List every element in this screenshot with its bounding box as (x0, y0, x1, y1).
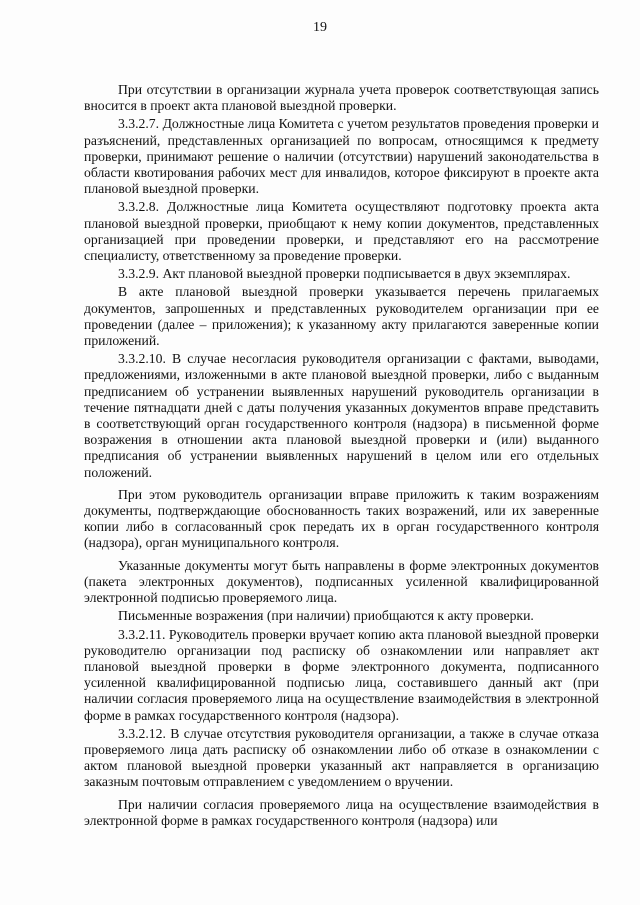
paragraph-electronic-consent: При наличии согласия проверяемого лица на осуществление взаимодействия в электронной форме в рамках государственного контроля (надзора) или (84, 796, 599, 828)
paragraph-journal-note: При отсутствии в организации журнала учета проверок соответствующая запись вносится в проект акта плановой выездной проверки. (84, 82, 599, 114)
paragraph-attachments: В акте плановой выездной проверки указывается перечень прилагаемых документов, запрошенных и представленных руководителем организации при ее проведении (далее – приложения); к указанному акту прилагаются заверенные копии приложений. (84, 284, 599, 349)
document-body (84, 82, 599, 829)
paragraph-3-3-2-7: 3.3.2.7. Должностные лица Комитета с учетом результатов проведения проверки и разъяснений, представленных организацией по вопросам, относящимся к предмету проверки, принимают решение о наличии (отсутствии) нарушений законодательства в области квотирования рабочих мест для инвалидов, которое фиксируют в проекте акта плановой выездной проверки. (84, 116, 599, 197)
paragraph-3-3-2-9: 3.3.2.9. Акт плановой выездной проверки подписывается в двух экземплярах. (118, 266, 571, 282)
paragraph-3-3-2-10: 3.3.2.10. В случае несогласия руководителя организации с фактами, выводами, предложениями, изложенными в акте плановой выездной проверки, либо с выданным предписанием об устранении выявленных нарушений руководитель организации в течение пятнадцати дней с даты получения указанных документов вправе представить в соответствующий орган государственного контроля (надзора) в письменной форме возражения в отношении акта плановой выездной проверки и (или) выданного предписания об устранении выявленных нарушений в целом или его отдельных положений. (84, 351, 599, 480)
paragraph-3-3-2-11: 3.3.2.11. Руководитель проверки вручает копию акта плановой выездной проверки руководителю организации под расписку об ознакомлении или направляет акт плановой выездной проверки в форме электронного документа, подписанного усиленной квалифицированной подписью лица, составившего данный акт (при наличии согласия проверяемого лица на осуществление взаимодействия в электронной форме в рамках государственного контроля (надзора). (84, 626, 599, 723)
paragraph-3-3-2-12: 3.3.2.12. В случае отсутствия руководителя организации, а также в случае отказа проверяемого лица дать расписку об ознакомлении либо об отказе в ознакомлении с актом плановой выездной проверки указанный акт направляется в организацию заказным почтовым отправлением с уведомлением о вручении. (84, 725, 599, 790)
page-number: 19 (313, 20, 327, 35)
paragraph-written-objections: Письменные возражения (при наличии) приобщаются к акту проверки. (118, 608, 534, 624)
paragraph-3-3-2-8: 3.3.2.8. Должностные лица Комитета осуществляют подготовку проекта акта плановой выездной проверки, приобщают к нему копии документов, представленных организацией при проведении проверки, и представляют его на рассмотрение специалисту, ответственному за проведение проверки. (84, 199, 599, 264)
paragraph-objection-documents: При этом руководитель организации вправе приложить к таким возражениям документы, подтверждающие обоснованность таких возражений, или их заверенные копии либо в согласованный срок передать их в орган государственного контроля (надзора), орган муниципального контроля. (84, 486, 599, 551)
paragraph-electronic-documents: Указанные документы могут быть направлены в форме электронных документов (пакета электронных документов), подписанных усиленной квалифицированной электронной подписью проверяемого лица. (84, 557, 599, 606)
